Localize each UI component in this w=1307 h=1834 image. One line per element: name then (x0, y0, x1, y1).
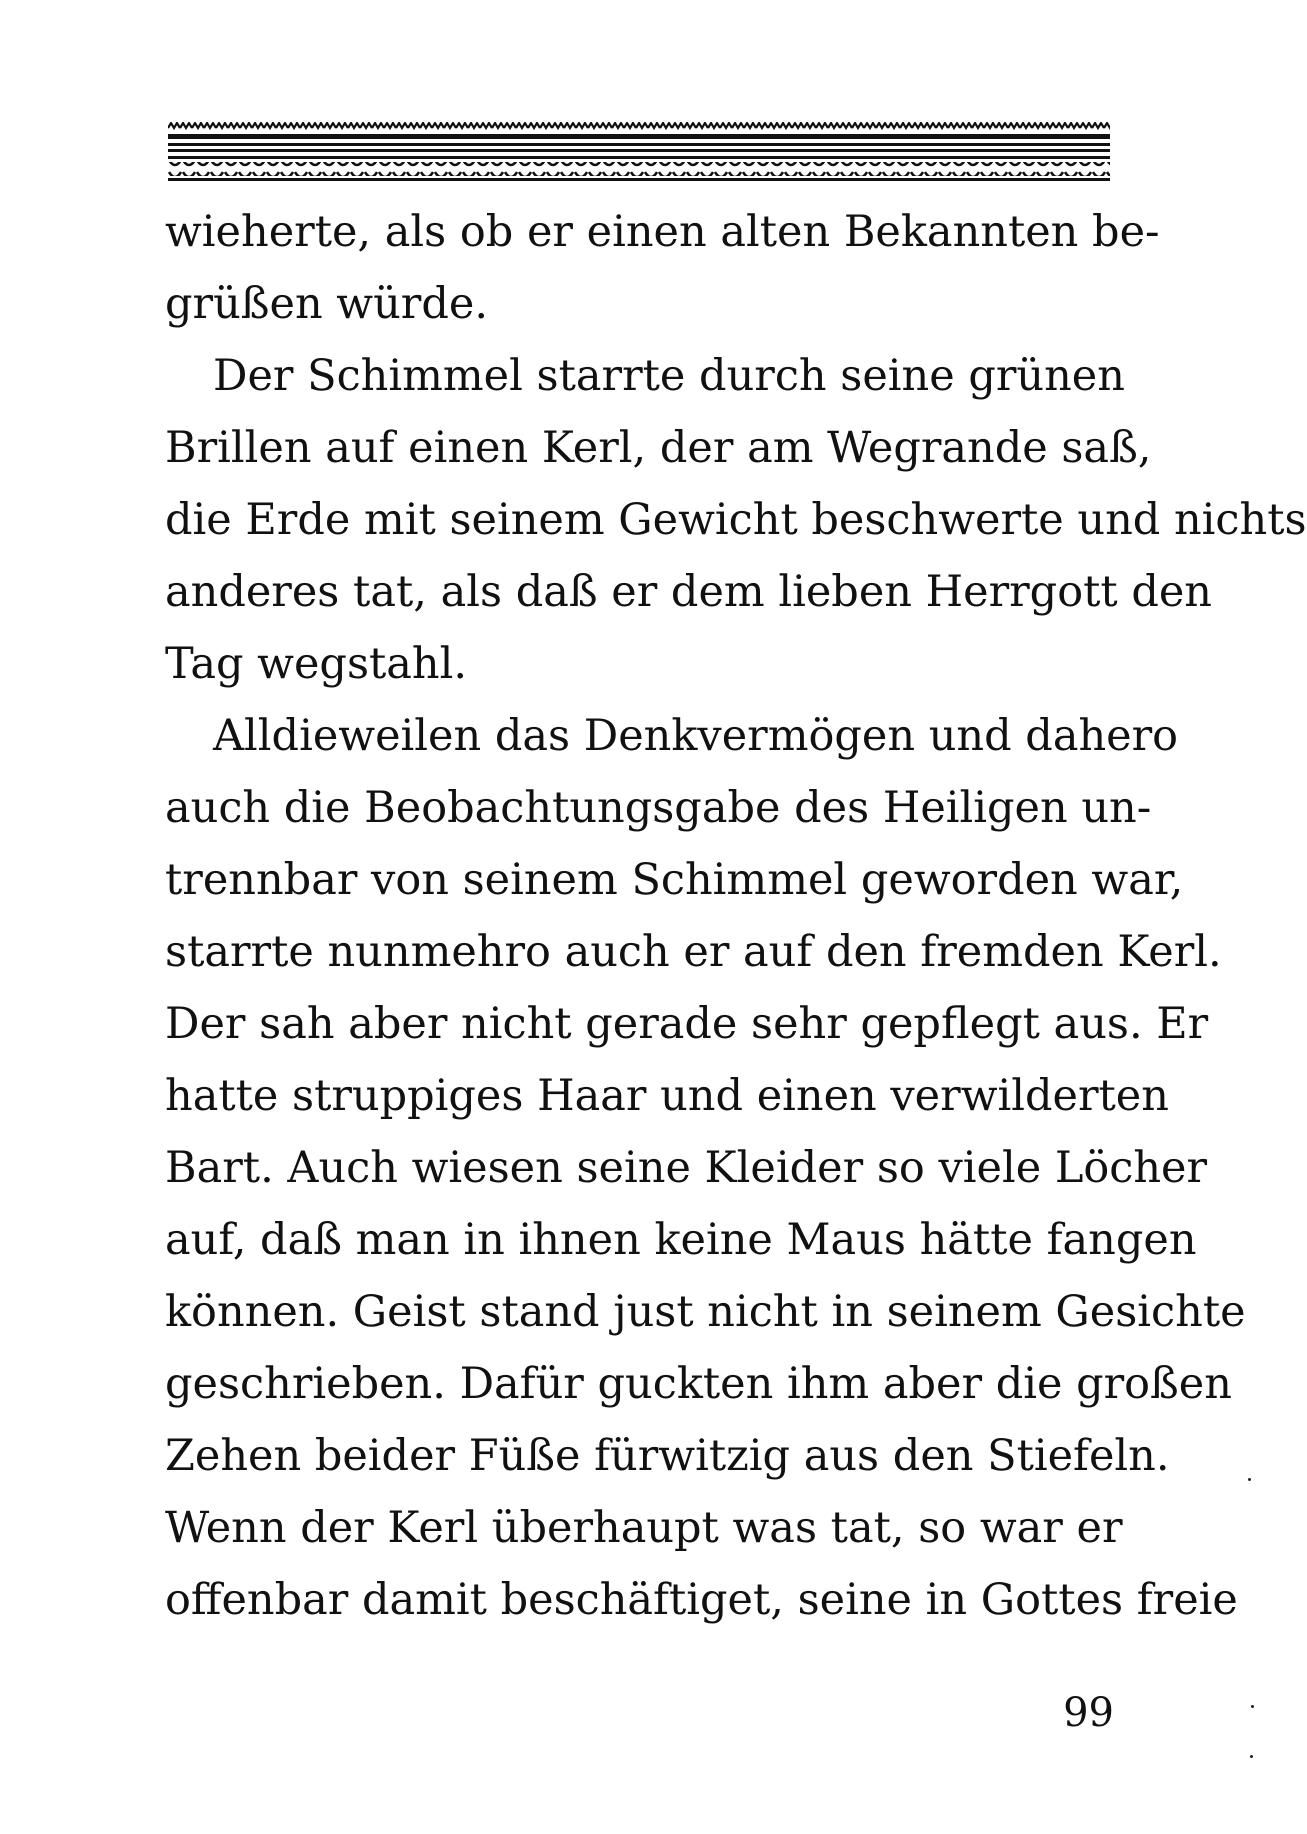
text-line: die Erde mit seinem Gewicht beschwerte und nichts (165, 495, 1307, 545)
text-line: Zehen beider Füße fürwitzig aus den Stiefeln. (165, 1431, 1170, 1481)
text-line: grüßen würde. (165, 279, 489, 329)
text-line: Bart. Auch wiesen seine Kleider so viele Löcher (165, 1143, 1208, 1193)
text-line: können. Geist stand just nicht in seinem Gesichte (165, 1287, 1246, 1337)
text-line: Wenn der Kerl überhaupt was tat, so war er (165, 1503, 1123, 1553)
body-text (165, 196, 1307, 1636)
text-line: anderes tat, als daß er dem lieben Herrgott den (165, 567, 1212, 617)
scan-speck (1250, 1755, 1253, 1758)
text-line: Brillen auf einen Kerl, der am Wegrande saß, (165, 423, 1152, 473)
text-line: auch die Beobachtungsgabe des Heiligen un- (165, 783, 1152, 833)
text-line: Der Schimmel starrte durch seine grünen (213, 351, 1125, 401)
page-number: 99 (1063, 1690, 1114, 1736)
decorative-border-icon (168, 122, 1110, 184)
text-line: Alldieweilen das Denkvermögen und dahero (213, 711, 1179, 761)
text-line: Tag wegstahl. (165, 639, 468, 689)
text-line: offenbar damit beschäftiget, seine in Gottes freie (165, 1575, 1238, 1625)
scan-speck (1248, 1478, 1251, 1481)
text-line: starrte nunmehro auch er auf den fremden Kerl. (165, 927, 1222, 977)
text-line: Der sah aber nicht gerade sehr gepflegt aus. Er (165, 999, 1209, 1049)
text-line: trennbar von seinem Schimmel geworden war, (165, 855, 1184, 905)
text-line: hatte struppiges Haar und einen verwilderten (165, 1071, 1169, 1121)
scan-speck (1251, 1705, 1254, 1708)
text-line: wieherte, als ob er einen alten Bekannten be- (165, 207, 1160, 257)
text-line: geschrieben. Dafür guckten ihm aber die großen (165, 1359, 1232, 1409)
text-line: auf, daß man in ihnen keine Maus hätte fangen (165, 1215, 1197, 1265)
